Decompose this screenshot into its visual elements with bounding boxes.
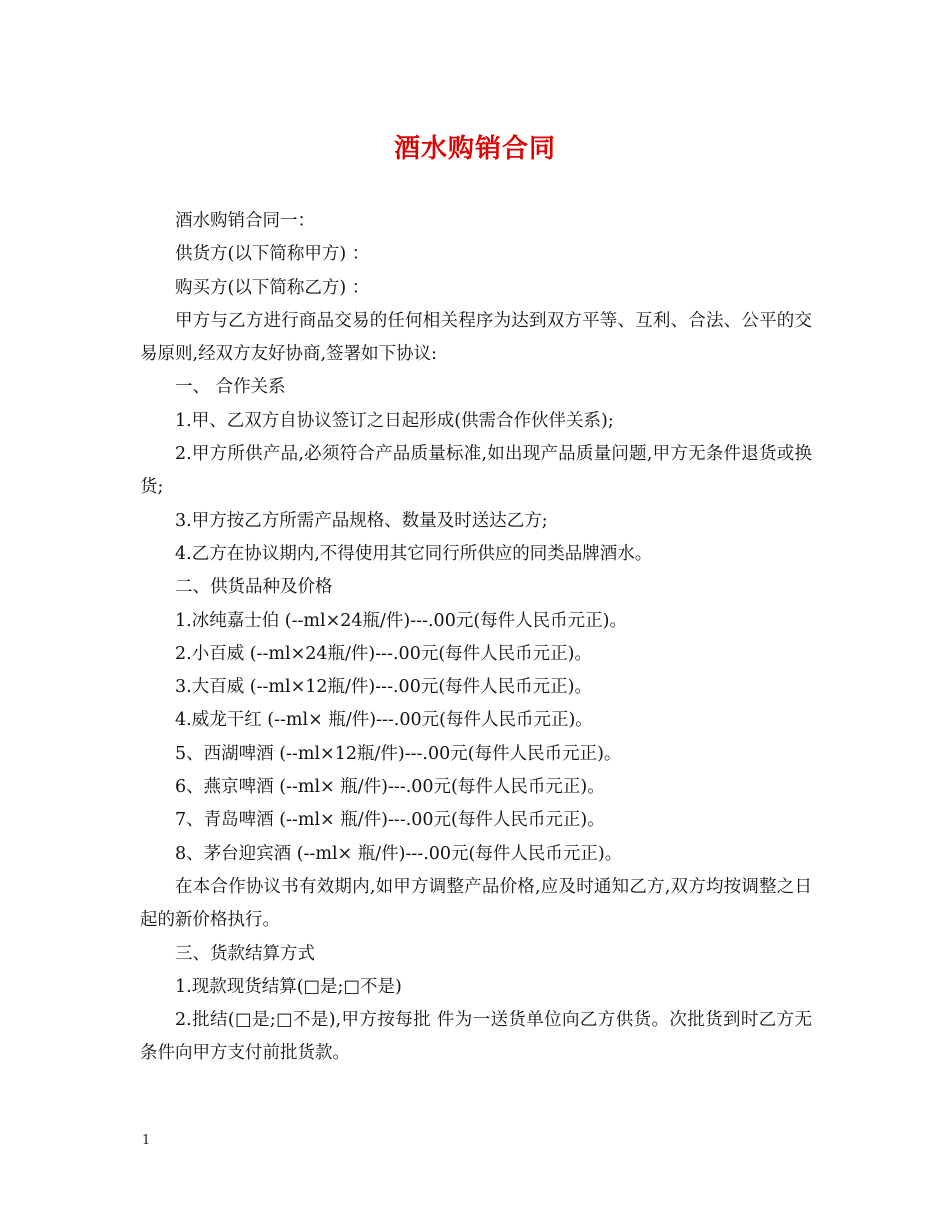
clause-1-1: 1.甲、乙双方自协议签订之日起形成(供需合作伙伴关系);: [175, 410, 614, 431]
party-a-line: 供货方(以下简称甲方) ：: [175, 244, 370, 265]
party-b-line: 购买方(以下简称乙方) ：: [175, 277, 370, 298]
clause-1-4: 4.乙方在协议期内,不得使用其它同行所供应的同类品牌酒水。: [175, 543, 653, 564]
section-heading-contract-one: 酒水购销合同一：: [175, 211, 315, 231]
clause-1-2: 2.甲方所供产品,必须符合产品质量标准,如出现产品质量问题,甲方无条件退货或换货;: [140, 444, 812, 498]
preamble-paragraph: 甲方与乙方进行商品交易的任何相关程序为达到双方平等、互利、合法、公平的交易原则,经双方友好协商,签署如下协议:: [140, 310, 812, 365]
product-item-3: 3.大百威 (--ml×12瓶/件)---.00元(每件人民币元正)。: [175, 677, 592, 698]
product-item-2: 2.小百威 (--ml×24瓶/件)---.00元(每件人民币元正)。: [175, 643, 592, 664]
product-item-5: 5、西湖啤酒 (--ml×12瓶/件)---.00元(每件人民币元正)。: [175, 743, 622, 764]
product-item-1: 1.冰纯嘉士伯 (--ml×24瓶/件)---.00元(每件人民币元正)。: [175, 610, 627, 631]
product-item-8: 8、茅台迎宾酒 (--ml× 瓶/件)---.00元(每件人民币元正)。: [175, 843, 623, 864]
settlement-clause-1: 1.现款现货结算(□是;□不是): [175, 976, 402, 997]
document-body: [140, 205, 812, 1071]
product-item-6: 6、燕京啤酒 (--ml× 瓶/件)---.00元(每件人民币元正)。: [175, 777, 605, 798]
settlement-clause-2: 2.批结(□是;□不是),甲方按每批 件为一送货单位向乙方供货。次批货到时乙方无条件向甲方支付前批货款。: [140, 1010, 812, 1064]
product-item-4: 4.威龙干红 (--ml× 瓶/件)---.00元(每件人民币元正)。: [175, 710, 593, 731]
section-heading-cooperation: 一、 合作关系: [175, 377, 286, 398]
document-title: 酒水购销合同: [393, 134, 556, 164]
price-adjustment-paragraph: 在本合作协议书有效期内,如甲方调整产品价格,应及时通知乙方,双方均按调整之日起的新价格执行。: [140, 876, 812, 931]
section-heading-products: 二、供货品种及价格: [175, 577, 333, 598]
page-number: 1: [142, 1133, 151, 1148]
section-heading-settlement: 三、货款结算方式: [175, 943, 315, 964]
product-item-7: 7、青岛啤酒 (--ml× 瓶/件)---.00元(每件人民币元正)。: [175, 810, 605, 831]
clause-1-3: 3.甲方按乙方所需产品规格、数量及时送达乙方;: [175, 510, 548, 531]
